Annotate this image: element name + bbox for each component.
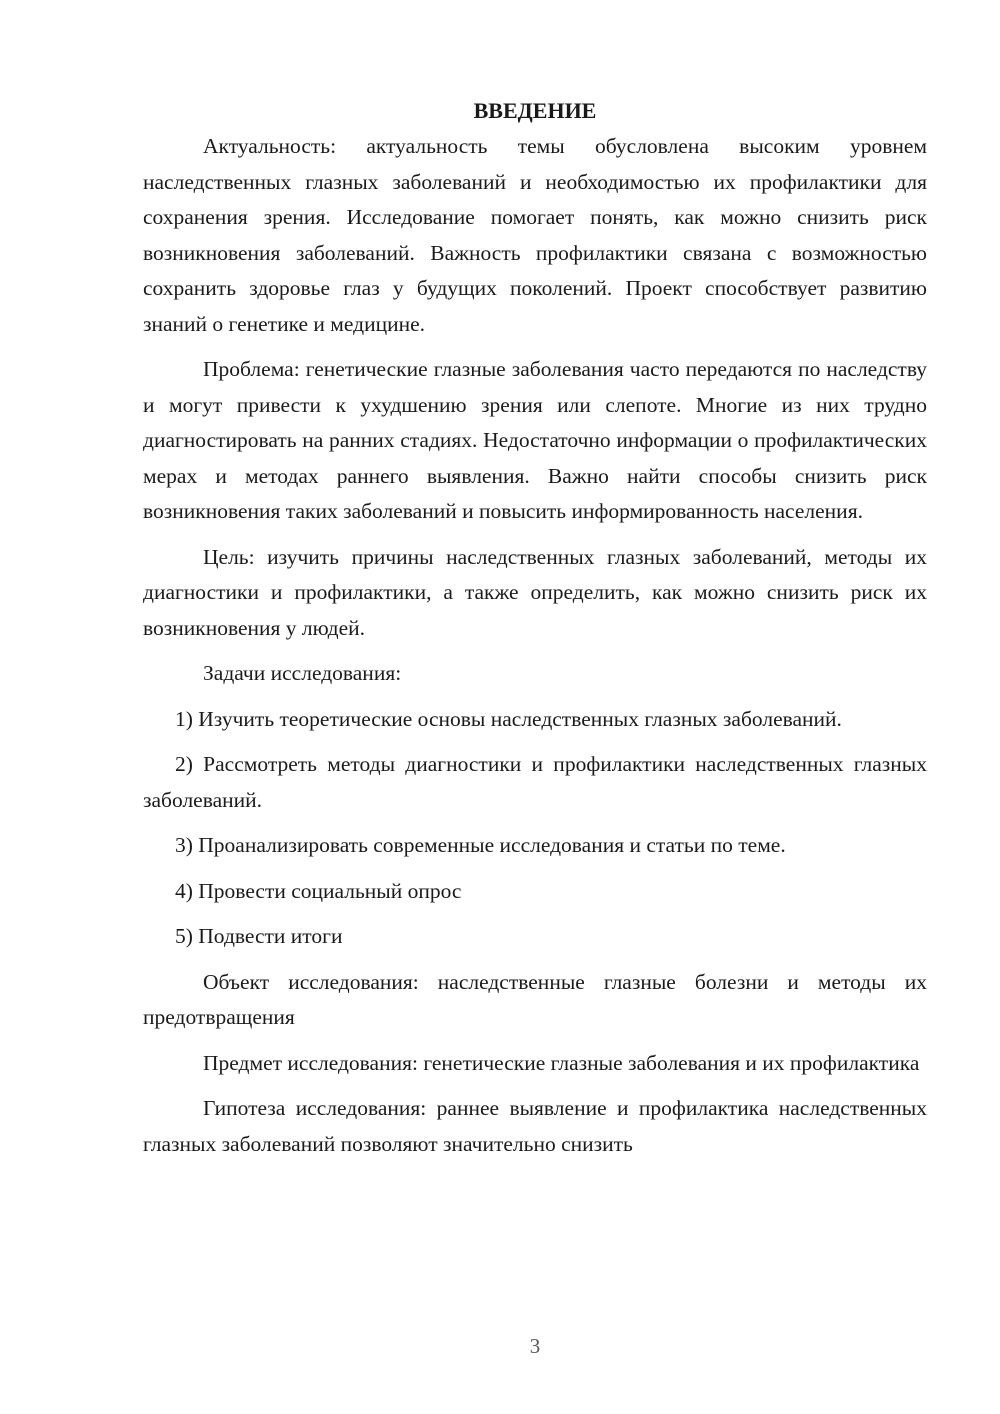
- page-number: 3: [529, 1334, 541, 1358]
- goal-paragraph: Цель: изучить причины наследственных глазных заболеваний, методы их диагностики и профилактики, а также определить, как можно снизить риск их возникновения у людей.: [143, 544, 927, 640]
- problem-paragraph: Проблема: генетические глазные заболевания часто передаются по наследству и могут привести к ухудшению зрения или слепоте. Многие из них трудно диагностировать на ранних стадиях. Недостаточно информации о профилактических мерах и методах раннего выявления. Важно найти способы снизить риск возникновения таких заболеваний и повысить информированность населения.: [143, 357, 927, 523]
- document-page: [143, 95, 927, 1172]
- task-item-3: 3) Проанализировать современные исследования и статьи по теме.: [175, 833, 786, 857]
- page-title: ВВЕДЕНИЕ: [473, 98, 597, 123]
- hypothesis-paragraph: Гипотеза исследования: раннее выявление и профилактика наследственных глазных заболеваний позволяют значительно снизить: [143, 1096, 927, 1156]
- task-item-5: 5) Подвести итоги: [175, 924, 343, 948]
- subject-paragraph: Предмет исследования: генетические глазные заболевания и их профилактика: [203, 1050, 920, 1075]
- relevance-paragraph: Актуальность: актуальность темы обусловлена высоким уровнем наследственных глазных заболеваний и необходимостью их профилактики для сохранения зрения. Исследование помогает понять, как можно снизить риск возникновения заболеваний. Важность профилактики связана с возможностью сохранить здоровье глаз у будущих поколений. Проект способствует развитию знаний о генетике и медицине.: [143, 134, 927, 336]
- task-item-2: 2) Рассмотреть методы диагностики и профилактики наследственных глазных заболеваний.: [143, 752, 927, 812]
- task-item-1: 1) Изучить теоретические основы наследственных глазных заболеваний.: [175, 706, 842, 731]
- tasks-title: Задачи исследования:: [203, 661, 402, 685]
- object-paragraph: Объект исследования: наследственные глазные болезни и методы их предотвращения: [143, 969, 927, 1029]
- task-item-4: 4) Провести социальный опрос: [175, 878, 462, 903]
